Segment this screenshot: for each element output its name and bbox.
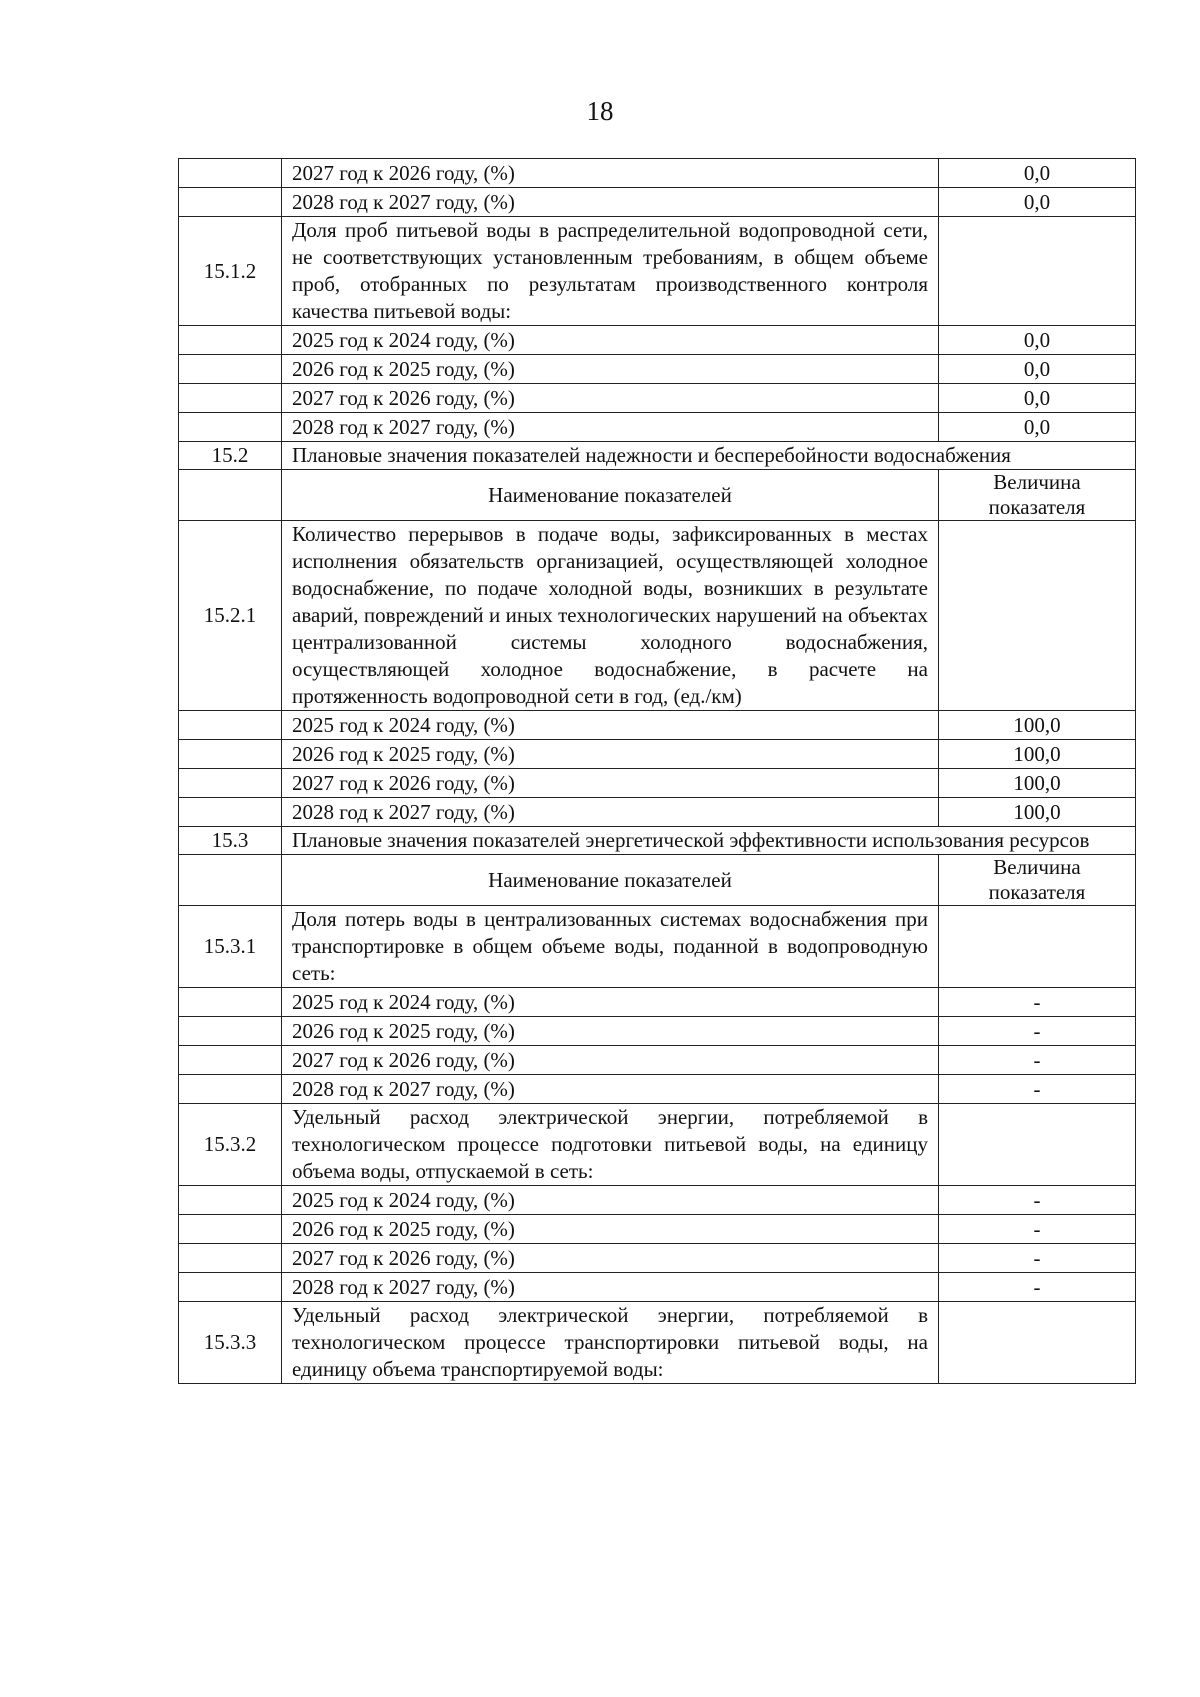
section-title: Плановые значения показателей энергетической эффективности использования ресурсов [282, 827, 1136, 855]
table-row-year [179, 798, 1136, 827]
year-number-cell [179, 1186, 282, 1215]
year-value: - [939, 988, 1136, 1017]
year-label: 2025 год к 2024 году, (%) [282, 711, 939, 740]
table-row-year [179, 988, 1136, 1017]
year-number-cell [179, 326, 282, 355]
indicators-table [178, 158, 1136, 1384]
year-label: 2028 год к 2027 году, (%) [282, 798, 939, 827]
year-label: 2025 год к 2024 году, (%) [282, 1186, 939, 1215]
year-number-cell [179, 384, 282, 413]
header-number-cell [179, 855, 282, 906]
year-value: 0,0 [939, 384, 1136, 413]
table-row-year [179, 1244, 1136, 1273]
table-row-item [179, 217, 1136, 326]
item-value [939, 1302, 1136, 1384]
year-label: 2028 год к 2027 году, (%) [282, 413, 939, 442]
item-description: Доля потерь воды в централизованных системах водоснабжения при транспортировке в общем объеме воды, поданной в водопроводную сеть: [282, 906, 939, 988]
year-value: - [939, 1046, 1136, 1075]
table-row-year [179, 1046, 1136, 1075]
year-number-cell [179, 1046, 282, 1075]
year-value: 0,0 [939, 355, 1136, 384]
table-row-year [179, 711, 1136, 740]
year-label: 2027 год к 2026 году, (%) [282, 1244, 939, 1273]
item-number: 15.1.2 [179, 217, 282, 326]
table-row-section [179, 442, 1136, 470]
column-header-name: Наименование показателей [282, 470, 939, 521]
column-header-value: Величина показателя [939, 855, 1136, 906]
year-label: 2025 год к 2024 году, (%) [282, 988, 939, 1017]
page-number: 18 [586, 96, 614, 126]
item-number: 15.3.2 [179, 1104, 282, 1186]
year-number-cell [179, 413, 282, 442]
year-number-cell [179, 988, 282, 1017]
table-row-header [179, 470, 1136, 521]
year-label: 2026 год к 2025 году, (%) [282, 355, 939, 384]
year-value: - [939, 1075, 1136, 1104]
item-number: 15.3.1 [179, 906, 282, 988]
year-number-cell [179, 1273, 282, 1302]
table-row-year [179, 188, 1136, 217]
year-value: 0,0 [939, 413, 1136, 442]
year-number-cell [179, 355, 282, 384]
item-value [939, 521, 1136, 711]
item-value [939, 906, 1136, 988]
table-row-item [179, 521, 1136, 711]
item-description: Удельный расход электрической энергии, потребляемой в технологическом процессе подготовки питьевой воды, на единицу объема воды, отпускаемой в сеть: [282, 1104, 939, 1186]
item-number: 15.3.3 [179, 1302, 282, 1384]
year-label: 2028 год к 2027 году, (%) [282, 1075, 939, 1104]
year-value: 0,0 [939, 159, 1136, 188]
table-row-year [179, 1017, 1136, 1046]
year-number-cell [179, 1244, 282, 1273]
table-row-year [179, 740, 1136, 769]
table-row-item [179, 1302, 1136, 1384]
table-row-year [179, 1186, 1136, 1215]
table-row-year [179, 384, 1136, 413]
year-number-cell [179, 740, 282, 769]
header-number-cell [179, 470, 282, 521]
year-value: 100,0 [939, 740, 1136, 769]
year-value: 100,0 [939, 769, 1136, 798]
table-row-header [179, 855, 1136, 906]
table-row-year [179, 1215, 1136, 1244]
item-description: Удельный расход электрической энергии, потребляемой в технологическом процессе транспортировки питьевой воды, на единицу объема транспортируемой воды: [282, 1302, 939, 1384]
year-value: - [939, 1186, 1136, 1215]
table-row-year [179, 159, 1136, 188]
table-row-item [179, 1104, 1136, 1186]
table-row-year [179, 1075, 1136, 1104]
table-row-year [179, 413, 1136, 442]
year-value: 100,0 [939, 798, 1136, 827]
year-number-cell [179, 769, 282, 798]
year-number-cell [179, 1017, 282, 1046]
item-value [939, 1104, 1136, 1186]
year-label: 2027 год к 2026 году, (%) [282, 1046, 939, 1075]
item-description: Доля проб питьевой воды в распределительной водопроводной сети, не соответствующих установленным требованиям, в общем объеме проб, отобранных по результатам производственного контроля качества питьевой воды: [282, 217, 939, 326]
year-number-cell [179, 159, 282, 188]
item-number: 15.2.1 [179, 521, 282, 711]
year-number-cell [179, 711, 282, 740]
year-value: - [939, 1273, 1136, 1302]
year-label: 2028 год к 2027 году, (%) [282, 1273, 939, 1302]
year-number-cell [179, 798, 282, 827]
year-value: - [939, 1017, 1136, 1046]
year-number-cell [179, 188, 282, 217]
indicators-table-body [179, 159, 1136, 1384]
section-number: 15.2 [179, 442, 282, 470]
section-title: Плановые значения показателей надежности и бесперебойности водоснабжения [282, 442, 1136, 470]
year-value: 100,0 [939, 711, 1136, 740]
year-value: 0,0 [939, 326, 1136, 355]
year-value: - [939, 1244, 1136, 1273]
year-value: 0,0 [939, 188, 1136, 217]
year-label: 2027 год к 2026 году, (%) [282, 769, 939, 798]
section-number: 15.3 [179, 827, 282, 855]
year-value: - [939, 1215, 1136, 1244]
year-label: 2027 год к 2026 году, (%) [282, 159, 939, 188]
year-label: 2026 год к 2025 году, (%) [282, 740, 939, 769]
year-number-cell [179, 1075, 282, 1104]
item-value [939, 217, 1136, 326]
column-header-value: Величина показателя [939, 470, 1136, 521]
year-label: 2028 год к 2027 году, (%) [282, 188, 939, 217]
table-row-year [179, 355, 1136, 384]
table-row-year [179, 1273, 1136, 1302]
year-label: 2027 год к 2026 году, (%) [282, 384, 939, 413]
column-header-name: Наименование показателей [282, 855, 939, 906]
table-row-year [179, 326, 1136, 355]
item-description: Количество перерывов в подаче воды, зафиксированных в местах исполнения обязательств организацией, осуществляющей холодное водоснабжение, по подаче холодной воды, возникших в результате аварий, повреждений и иных технологических нарушений на объектах централизованной системы холодного водоснабжения, осуществляющей холодное водоснабжение, в расчете на протяженность водопроводной сети в год, (ед./км) [282, 521, 939, 711]
year-number-cell [179, 1215, 282, 1244]
year-label: 2026 год к 2025 году, (%) [282, 1017, 939, 1046]
table-row-year [179, 769, 1136, 798]
year-label: 2026 год к 2025 году, (%) [282, 1215, 939, 1244]
table-row-section [179, 827, 1136, 855]
year-label: 2025 год к 2024 году, (%) [282, 326, 939, 355]
table-row-item [179, 906, 1136, 988]
